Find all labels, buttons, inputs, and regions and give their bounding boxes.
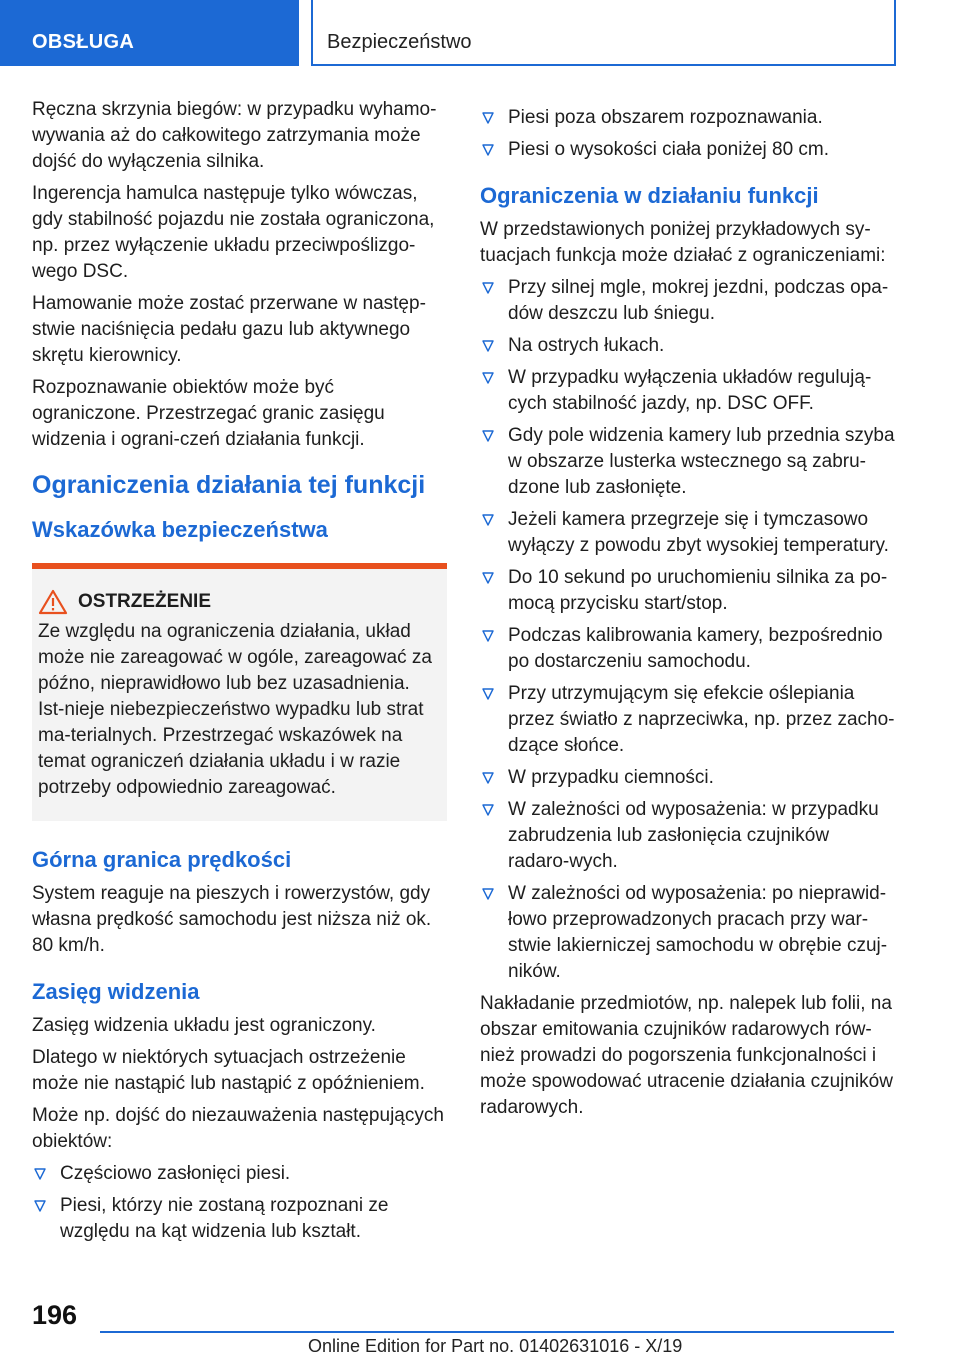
list-item [32,1193,447,1245]
list-item-text: Przy utrzymującym się efekcie oślepiania przez światło z naprzeciwka, np. przez zacho-dzące słońce. [508,683,895,756]
section-heading: Ograniczenia działania tej funkcji [32,471,426,499]
list-item-text: Przy silnej mgle, mokrej jezdni, podczas opa-dów deszczu lub śniegu. [508,277,889,324]
list-item [480,681,895,759]
list-item-text: W zależności od wyposażenia: w przypadku zabrudzenia lub zasłonięcia czujników radaro-wych. [508,799,879,872]
bullet-triangle-icon [482,430,494,442]
list-item [480,623,895,675]
list-item-text: Jeżeli kamera przegrzeje się i tymczasowo wyłączy z powodu zbyt wysokiej temperatury. [508,509,889,556]
bullet-triangle-icon [482,112,494,124]
list-item-text: Piesi o wysokości ciała poniżej 80 cm. [508,139,830,160]
section-tab: OBSŁUGA [0,0,299,66]
paragraph: Dlatego w niektórych sytuacjach ostrzeżenie może nie nastąpić lub nastąpić z opóźnieniem. [32,1047,425,1094]
page-header [0,0,960,66]
bullet-triangle-icon [482,688,494,700]
paragraph: Nakładanie przedmiotów, np. nalepek lub folii, na obszar emitowania czujników radarowych rów-nież prowadzi do pogorszenia funkcjonalności i może spowodować utracenie działania czujników radarowych. [480,993,893,1118]
chapter-title: Bezpieczeństwo [311,0,896,66]
section-heading: Ograniczenia w działaniu funkcji [480,183,819,208]
list-item-text: Na ostrych łukach. [508,335,665,356]
warning-header [38,589,439,615]
warning-title: OSTRZEŻENIE [78,591,212,612]
bullet-triangle-icon [482,772,494,784]
warning-triangle-icon [38,589,68,615]
list-item [480,797,895,875]
list-item [480,365,895,417]
list-item [32,1161,447,1187]
bullet-triangle-icon [34,1200,46,1212]
bullet-triangle-icon [482,340,494,352]
paragraph: Może np. dojść do niezauważenia następujących obiektów: [32,1105,444,1152]
bullet-triangle-icon [482,630,494,642]
bullet-triangle-icon [482,572,494,584]
bullet-triangle-icon [482,372,494,384]
list-item-text: Gdy pole widzenia kamery lub przednia szyba w obszarze lusterka wstecznego są zabru-dzone lub zasłonięte. [508,425,895,498]
paragraph: System reaguje na pieszych i rowerzystów, gdy własna prędkość samochodu jest niższa niż ok. 80 km/h. [32,883,432,956]
list-item [480,881,895,985]
list-item [480,507,895,559]
edition-info: Online Edition for Part no. 01402631016 - X/19 [308,1336,683,1356]
paragraph: W przedstawionych poniżej przykładowych sy-tuacjach funkcja może działać z ograniczeniami: [480,219,886,266]
bullet-triangle-icon [482,888,494,900]
list-item-text: Do 10 sekund po uruchomieniu silnika za po-mocą przycisku start/stop. [508,567,888,614]
list-item-text: Częściowo zasłonięci piesi. [60,1163,291,1184]
bullet-triangle-icon [34,1168,46,1180]
paragraph: Zasięg widzenia układu jest ograniczony. [32,1015,376,1036]
bullet-triangle-icon [482,144,494,156]
right-column [480,97,895,1127]
subsection-heading: Wskazówka bezpieczeństwa [32,517,328,542]
warning-text: Ze względu na ograniczenia działania, układ może nie zareagować w ogóle, zareagować za późno, nieprawidłowo lub bez uzasadnienia. Ist-nieje niebezpieczeństwo wypadku lub strat ma-terialnych. Przestrzegać wskazówek na temat ograniczeń działania układu i w razie potrzeby odpowiednio zareagować. [38,621,432,798]
list-item-text: Piesi, którzy nie zostaną rozpoznani ze względu na kąt widzenia lub kształt. [60,1195,389,1242]
list-item-text: W przypadku wyłączenia układów regulują-cych stabilność jazdy, np. DSC OFF. [508,367,872,414]
list-item [480,105,895,131]
subsection-heading: Górna granica prędkości [32,847,292,872]
subsection-heading: Zasięg widzenia [32,979,200,1004]
bullet-list [32,1161,447,1245]
list-item-text: Piesi poza obszarem rozpoznawania. [508,107,823,128]
list-item [480,765,895,791]
paragraph: Ingerencja hamulca następuje tylko wówczas, gdy stabilność pojazdu nie została ograniczona, np. przez wyłączenie układu przeciwpoślizgo-wego DSC. [32,183,435,282]
bullet-triangle-icon [482,514,494,526]
bullet-triangle-icon [482,804,494,816]
list-item-text: W przypadku ciemności. [508,767,714,788]
list-item [480,333,895,359]
list-item-text: Podczas kalibrowania kamery, bezpośrednio po dostarczeniu samochodu. [508,625,883,672]
list-item-text: W zależności od wyposażenia: po nieprawid-łowo przeprowadzonych pracach przy war-stwie lakierniczej samochodu w obrębie czuj-ników. [508,883,888,982]
list-item [480,275,895,327]
warning-box [32,563,447,821]
list-item [480,137,895,163]
list-item [480,423,895,501]
bullet-triangle-icon [482,282,494,294]
page-number: 196 [32,1300,78,1330]
paragraph: Hamowanie może zostać przerwane w następ-stwie naciśnięcia pedału gazu lub aktywnego skrętu kierownicy. [32,293,426,366]
bullet-list [480,105,895,163]
paragraph: Ręczna skrzynia biegów: w przypadku wyhamo-wywania aż do całkowitego zatrzymania może dojść do wyłączenia silnika. [32,99,437,172]
left-column [32,97,447,1251]
footer-divider [100,1331,894,1333]
bullet-list [480,275,895,985]
list-item [480,565,895,617]
paragraph: Rozpoznawanie obiektów może być ograniczone. Przestrzegać granic zasięgu widzenia i ograni-czeń działania funkcji. [32,377,385,450]
